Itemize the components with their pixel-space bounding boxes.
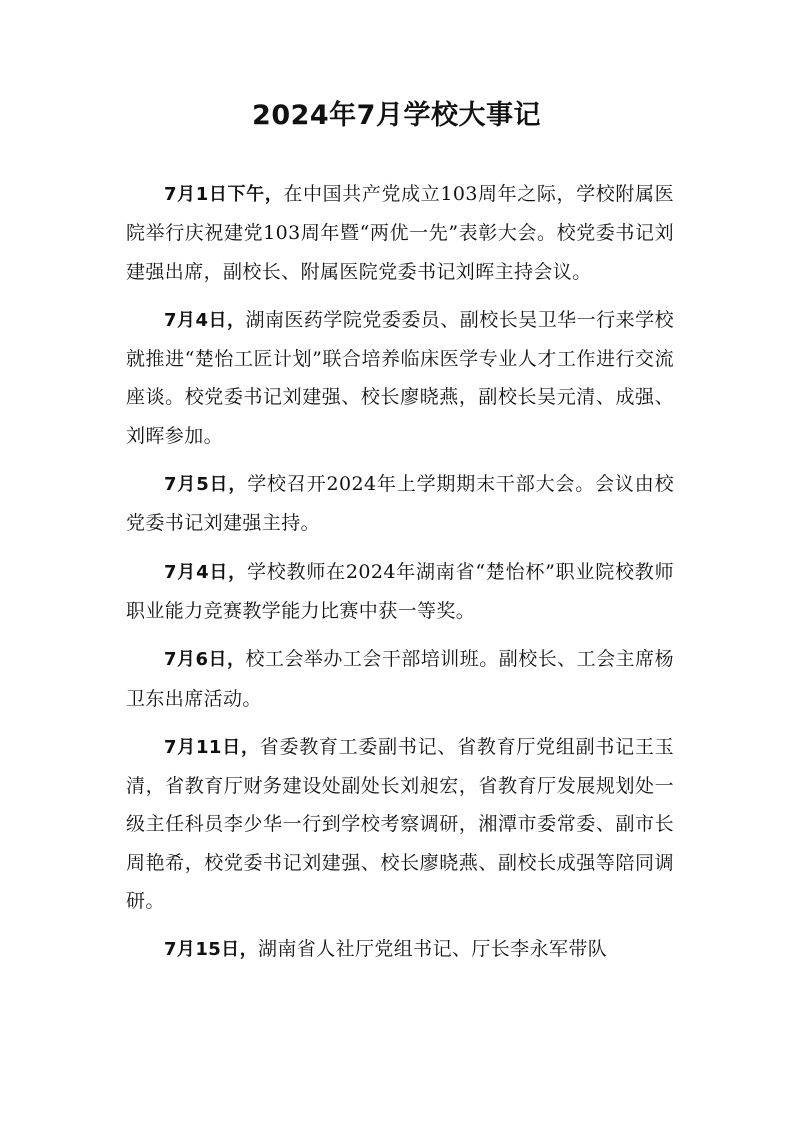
event-text: 学校召开2024年上学期期末干部大会。会议由校党委书记刘建强主持。 [126, 473, 674, 535]
event-text: 在中国共产党成立103周年之际，学校附属医院举行庆祝建党103周年暨“两优一先”表彰大会。校党委书记刘建强出席，副校长、附属医院党委书记刘晖主持会议。 [126, 183, 674, 283]
event-date: 7月15日， [164, 939, 258, 961]
event-text: 学校教师在2024年湖南省“楚怡杯”职业院校教师职业能力竞赛教学能力比赛中获一等奖。 [126, 560, 674, 622]
event-text: 湖南医药学院党委委员、副校长吴卫华一行来学校就推进“楚怡工匠计划”联合培养临床医学专业人才工作进行交流座谈。校党委书记刘建强、校长廖晓燕，副校长吴元清、成强、刘晖参加。 [126, 308, 674, 447]
event-date: 7月11日， [164, 736, 260, 758]
event-date: 7月6日， [164, 649, 246, 671]
event-entry [126, 640, 674, 718]
event-entry [126, 930, 674, 969]
event-entry [126, 301, 674, 455]
event-entry [126, 728, 674, 920]
event-date: 7月1日下午， [164, 184, 284, 205]
event-text: 校工会举办工会干部培训班。副校长、工会主席杨卫东出席活动。 [126, 648, 674, 710]
event-entry [126, 465, 674, 543]
event-date: 7月4日， [164, 561, 247, 583]
event-date: 7月4日， [164, 309, 246, 331]
event-entry [126, 553, 674, 631]
event-entry [126, 175, 674, 291]
document-body [126, 175, 674, 980]
event-date: 7月5日， [164, 474, 248, 496]
page-title: 2024年7月学校大事记 [252, 100, 541, 131]
event-text: 湖南省人社厅党组书记、厅长李永军带队 [257, 938, 608, 961]
event-text: 省委教育工委副书记、省教育厅党组副书记王玉清，省教育厅财务建设处副处长刘昶宏，省教育厅发展规划处一级主任科员李少华一行到学校考察调研，湘潭市委常委、副市长周艳希，校党委书记刘建强、校长廖晓燕、副校长成强等陪同调研。 [126, 735, 674, 913]
